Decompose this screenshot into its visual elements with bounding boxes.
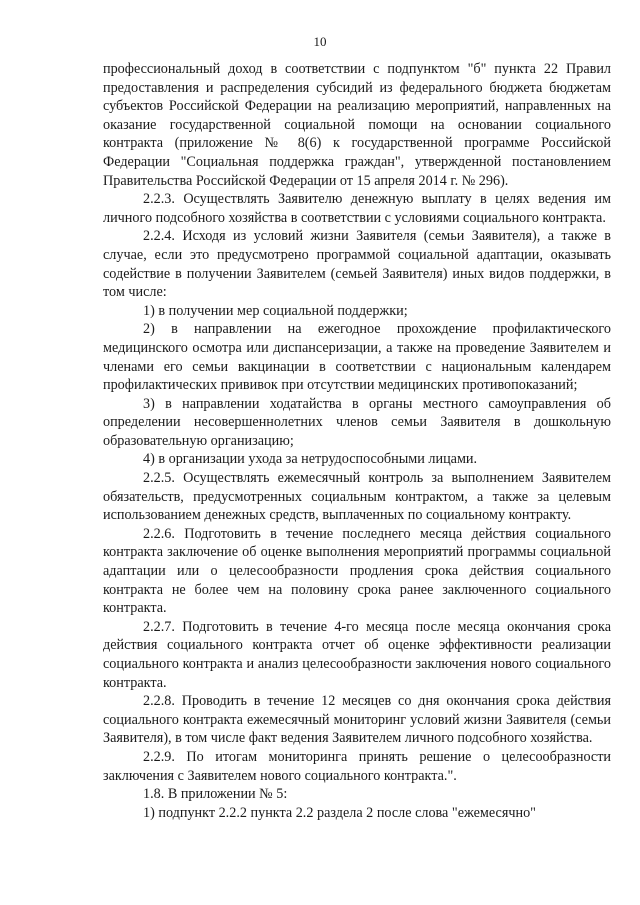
- paragraph: 2.2.8. Проводить в течение 12 месяцев со дня окончания срока действия социального контракта ежемесячный мониторинг условий жизни Заявителя (семьи Заявителя), в том числе факт ведения Заявителем личного подсобного хозяйства.: [103, 693, 611, 747]
- paragraph: 2.2.3. Осуществлять Заявителю денежную выплату в целях ведения им личного подсобного хозяйства в соответствии с условиями социального контракта.: [103, 191, 611, 226]
- paragraph: 2.2.6. Подготовить в течение последнего месяца действия социального контракта заключение об оценке выполнения мероприятий программы социальной адаптации или о целесообразности продления срока действия социального контракта не более чем на половину срока ранее заключенного социального контракта.: [103, 525, 611, 617]
- list-item: 3) в направлении ходатайства в органы местного самоуправления об определении несовершеннолетних членов семьи Заявителя в дошкольную образовательную организацию;: [103, 395, 611, 449]
- list-item: 2) в направлении на ежегодное прохождение профилактического медицинского осмотра или диспансеризации, а также на проведение Заявителем и членами его семьи вакцинации в соответствии с национальным календарем профилактических прививок при отсутствии медицинских противопоказаний;: [103, 321, 611, 394]
- list-item: 1) в получении мер социальной поддержки;: [143, 302, 408, 319]
- paragraph: 2.2.9. По итогам мониторинга принять решение о целесообразности заключения с Заявителем нового социального контракта.".: [103, 748, 611, 784]
- page-number: 10: [313, 34, 327, 49]
- paragraph: 1.8. В приложении № 5:: [143, 786, 288, 803]
- paragraph: 1) подпункт 2.2.2 пункта 2.2 раздела 2 после слова "ежемесячно": [143, 804, 536, 821]
- paragraph: 2.2.7. Подготовить в течение 4-го месяца после месяца окончания срока действия социального контракта отчет об оценке эффективности реализации социального контракта и анализ целесообразности заключения нового социального контракта.: [103, 618, 611, 691]
- body-text: [103, 60, 611, 822]
- paragraph: 2.2.4. Исходя из условий жизни Заявителя (семьи Заявителя), а также в случае, если это предусмотрено программой социальной адаптации, оказывать содействие в получении Заявителем (семьей Заявителя) иных видов поддержки, в том числе:: [103, 228, 611, 301]
- paragraph: 2.2.5. Осуществлять ежемесячный контроль за выполнением Заявителем обязательств, предусмотренных социальным контрактом, а также за целевым использованием денежных средств, выплаченных по социальному контракту.: [103, 470, 611, 524]
- list-item: 4) в организации ухода за нетрудоспособными лицами.: [143, 451, 478, 468]
- paragraph: профессиональный доход в соответствии с подпунктом "б" пункта 22 Правил предоставления и распределения субсидий из федерального бюджета бюджетам субъектов Российской Федерации на реализацию мероприятий, направленных на оказание государственной социальной помощи на основании социального контракта (приложение № 8(6) к государственной программе Российской Федерации "Социальная поддержка граждан", утвержденной постановлением Правительства Российской Федерации от 15 апреля 2014 г. № 296).: [103, 61, 611, 189]
